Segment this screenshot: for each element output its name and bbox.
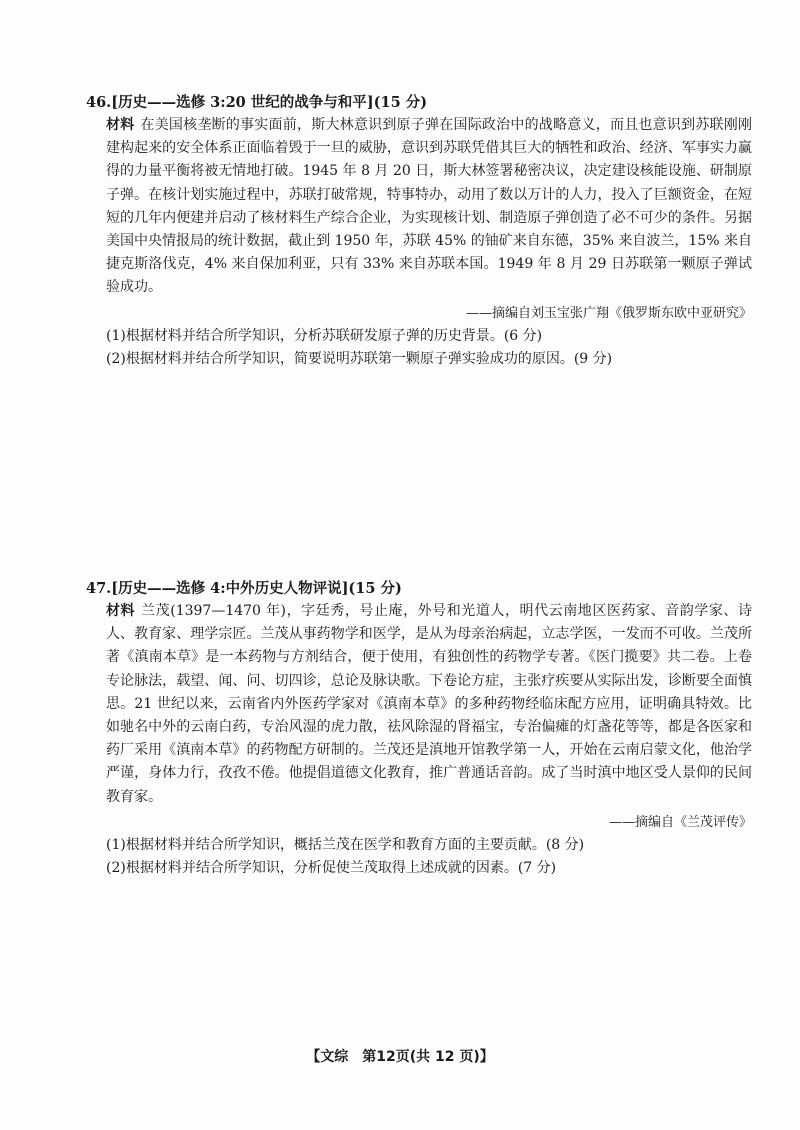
question-47-sub-1: (1)根据材料并结合所学知识，概括兰茂在医学和教育方面的主要贡献。(8 分)	[106, 836, 585, 853]
question-46-sub-2: (2)根据材料并结合所学知识，简要说明苏联第一颗原子弹实验成功的原因。(9 分)	[106, 350, 613, 367]
material-text: 在美国核垄断的事实面前，斯大林意识到原子弹在国际政治中的战略意义，而且也意识到苏联刚刚建构起来的安全体系正面临着毁于一旦的威胁，意识到苏联凭借其巨大的牺牲和政治、经济、军事实力赢得的力量平衡将被无情地打破。1945 年 8 月 20 日，斯大林签署秘密决议，决定建设核能设施、研制原子弹。在核计划实施过程中，苏联打破常规，特事特办，动用了数以万计的人力，投入了巨额资金，在短短的几年内便建并启动了核材料生产综合企业，为实现核计划、制造原子弹创造了必不可少的条件。另据美国中央情报局的统计数据，截止到 1950 年，苏联 45% 的铀矿来自东德，35% 来自波兰，15% 来自捷克斯洛伐克，4% 来自保加利亚，只有 33% 来自苏联本国。1949 年 8 月 29 日苏联第一颗原子弹试验成功。	[106, 117, 753, 296]
question-47-material	[86, 600, 752, 809]
question-47-heading: 47.[历史——选修 4:中外历史人物评说](15 分)	[86, 580, 402, 597]
material-label: 材料	[106, 117, 135, 133]
material-label: 材料	[106, 603, 136, 619]
question-46-material	[86, 114, 752, 300]
question-47-source: ——摘编自《兰茂评传》	[608, 814, 752, 830]
question-47	[86, 578, 752, 880]
question-46-heading: 46.[历史——选修 3:20 世纪的战争与和平](15 分)	[86, 94, 428, 111]
material-text: 兰茂(1397—1470 年)，字廷秀，号止庵，外号和光道人，明代云南地区医药家、音韵学家、诗人、教育家、理学宗匠。兰茂从事药物学和医学，是从为母亲治病起，立志学医，一发而不可收。兰茂所著《滇南本草》是一本药物与方剂结合，便于使用，有独创性的药物学专著。《医门揽要》共二卷。上卷专论脉法，载望、闻、问、切四诊，总论及脉诀歌。下卷论方症，主张疗疾要从实际出发，诊断要全面慎思。21 世纪以来，云南省内外医药学家对《滇南本草》的多种药物经临床配方应用，证明确具特效。比如驰名中外的云南白药，专治风湿的虎力散，祛风除湿的肾福宝，专治偏瘫的灯盏花等等，都是各医家和药厂采用《滇南本草》的药物配方研制的。兰茂还是滇地开馆教学第一人，开始在云南启蒙文化，他治学严谨，身体力行，孜孜不倦。他提倡道德文化教育，推广普通话音韵。成了当时滇中地区受人景仰的民间教育家。	[106, 603, 752, 805]
question-46	[86, 92, 752, 371]
page-footer: 【文综 第12页(共 12 页)】	[306, 1049, 494, 1065]
question-46-sub-1: (1)根据材料并结合所学知识，分析苏联研发原子弹的历史背景。(6 分)	[106, 327, 543, 344]
question-46-source: ——摘编自刘玉宝张广翔《俄罗斯东欧中亚研究》	[465, 305, 752, 321]
question-47-sub-2: (2)根据材料并结合所学知识，分析促使兰茂取得上述成就的因素。(7 分)	[106, 859, 557, 876]
